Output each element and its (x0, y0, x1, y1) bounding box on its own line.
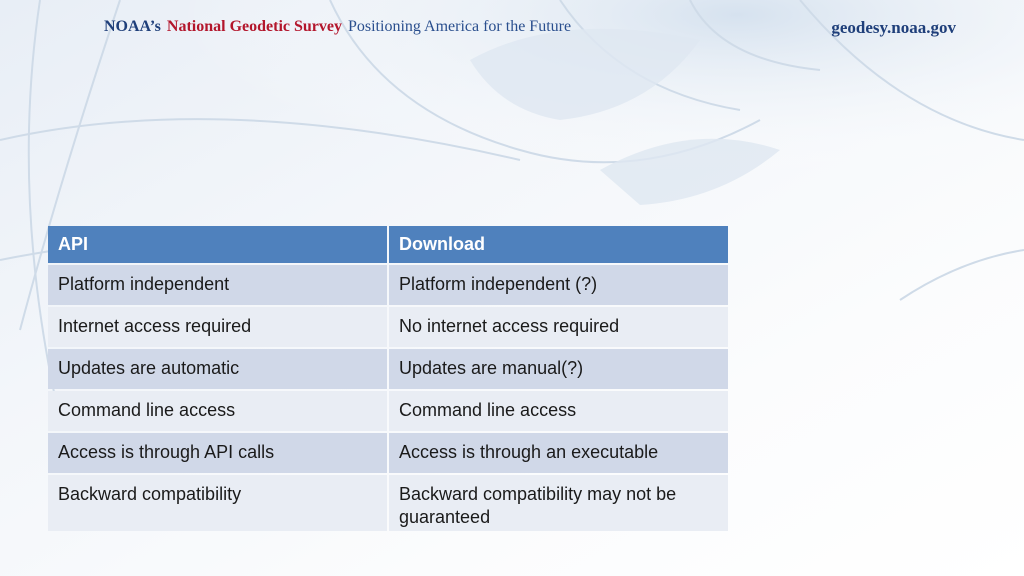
table-cell-api: Access is through API calls (48, 433, 387, 473)
table-row (48, 433, 728, 473)
table-row (48, 391, 728, 431)
table-row (48, 349, 728, 389)
table-cell-download: No internet access required (389, 307, 728, 347)
comparison-table (46, 224, 730, 533)
table-cell-download: Access is through an executable (389, 433, 728, 473)
column-header-download: Download (389, 226, 728, 263)
table-cell-download: Updates are manual(?) (389, 349, 728, 389)
table-row (48, 307, 728, 347)
ngs-logo-text (104, 18, 571, 36)
table-cell-api: Internet access required (48, 307, 387, 347)
table-header-row (48, 226, 728, 263)
site-url: geodesy.noaa.gov (831, 18, 956, 37)
org-name: NOAA’s (104, 18, 161, 35)
table-cell-download: Platform independent (?) (389, 265, 728, 305)
table-cell-api: Backward compatibility (48, 475, 387, 531)
table-row (48, 265, 728, 305)
survey-name: National Geodetic Survey (166, 18, 342, 35)
table-cell-download: Command line access (389, 391, 728, 431)
table-cell-download: Backward compatibility may not be guaranteed (389, 475, 728, 531)
table-row (48, 475, 728, 531)
column-header-api: API (48, 226, 387, 263)
table-cell-api: Command line access (48, 391, 387, 431)
table-cell-api: Platform independent (48, 265, 387, 305)
slide-header (0, 0, 1024, 60)
table-cell-api: Updates are automatic (48, 349, 387, 389)
tagline: Positioning America for the Future (347, 18, 572, 35)
